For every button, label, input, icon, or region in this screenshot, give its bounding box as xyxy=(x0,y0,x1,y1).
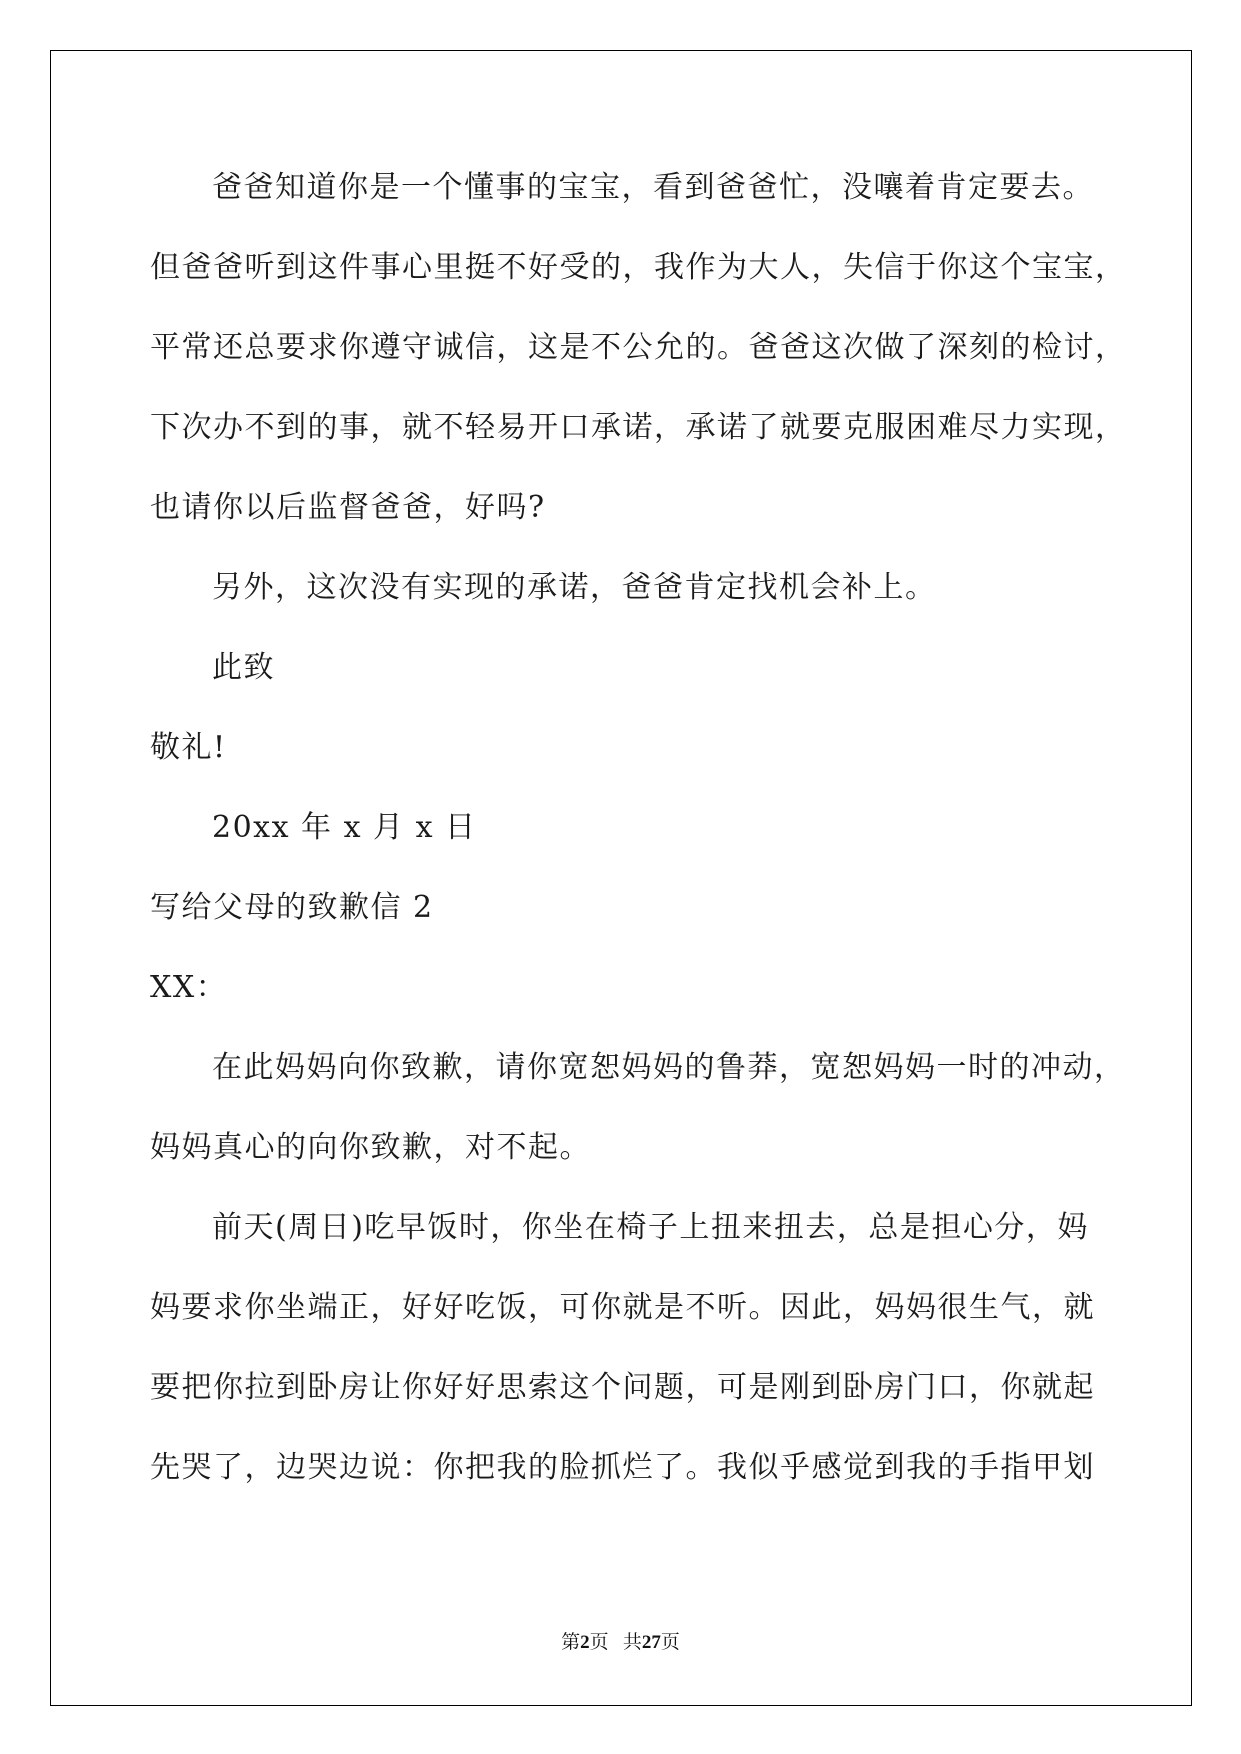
paragraph-line: 另外，这次没有实现的承诺，爸爸肯定找机会补上。 xyxy=(212,570,937,605)
paragraph-line: 但爸爸听到这件事心里挺不好受的，我作为大人，失信于你这个宝宝， xyxy=(150,250,1127,285)
paragraph-line: 妈要求你坐端正，好好吃饭，可你就是不听。因此，妈妈很生气，就 xyxy=(150,1290,1095,1325)
paragraph-line: 妈妈真心的向你致歉，对不起。 xyxy=(150,1130,591,1165)
paragraph-line: 平常还总要求你遵守诚信，这是不公允的。爸爸这次做了深刻的检讨， xyxy=(150,330,1127,365)
page-footer xyxy=(0,1627,1241,1654)
letter-greeting: XX： xyxy=(150,970,228,1005)
paragraph-line: 也请你以后监督爸爸，好吗? xyxy=(150,490,546,525)
page-number: 2 xyxy=(580,1632,590,1653)
letter-date: 20xx 年 x 月 x 日 xyxy=(212,810,477,845)
paragraph-line: 爸爸知道你是一个懂事的宝宝，看到爸爸忙，没嚷着肯定要去。 xyxy=(212,170,1094,205)
closing-regards: 敬礼! xyxy=(150,730,227,765)
page-prefix: 第 xyxy=(561,1632,581,1653)
paragraph-line: 前天(周日)吃早饭时，你坐在椅子上扭来扭去，总是担心分，妈 xyxy=(212,1210,1089,1245)
paragraph-line: 下次办不到的事，就不轻易开口承诺，承诺了就要克服困难尽力实现， xyxy=(150,410,1127,445)
closing-salutation: 此致 xyxy=(212,650,275,685)
paragraph-line: 先哭了，边哭边说：你把我的脸抓烂了。我似乎感觉到我的手指甲划 xyxy=(150,1450,1095,1485)
total-prefix: 共 xyxy=(622,1632,642,1653)
section-title: 写给父母的致歉信 2 xyxy=(150,890,434,925)
total-pages: 27 xyxy=(641,1632,661,1653)
paragraph-line: 在此妈妈向你致歉，请你宽恕妈妈的鲁莽，宽恕妈妈一时的冲动， xyxy=(212,1050,1126,1085)
page-suffix: 页 xyxy=(589,1632,609,1653)
paragraph-line: 要把你拉到卧房让你好好思索这个问题，可是刚到卧房门口，你就起 xyxy=(150,1370,1095,1405)
total-suffix: 页 xyxy=(660,1632,680,1653)
